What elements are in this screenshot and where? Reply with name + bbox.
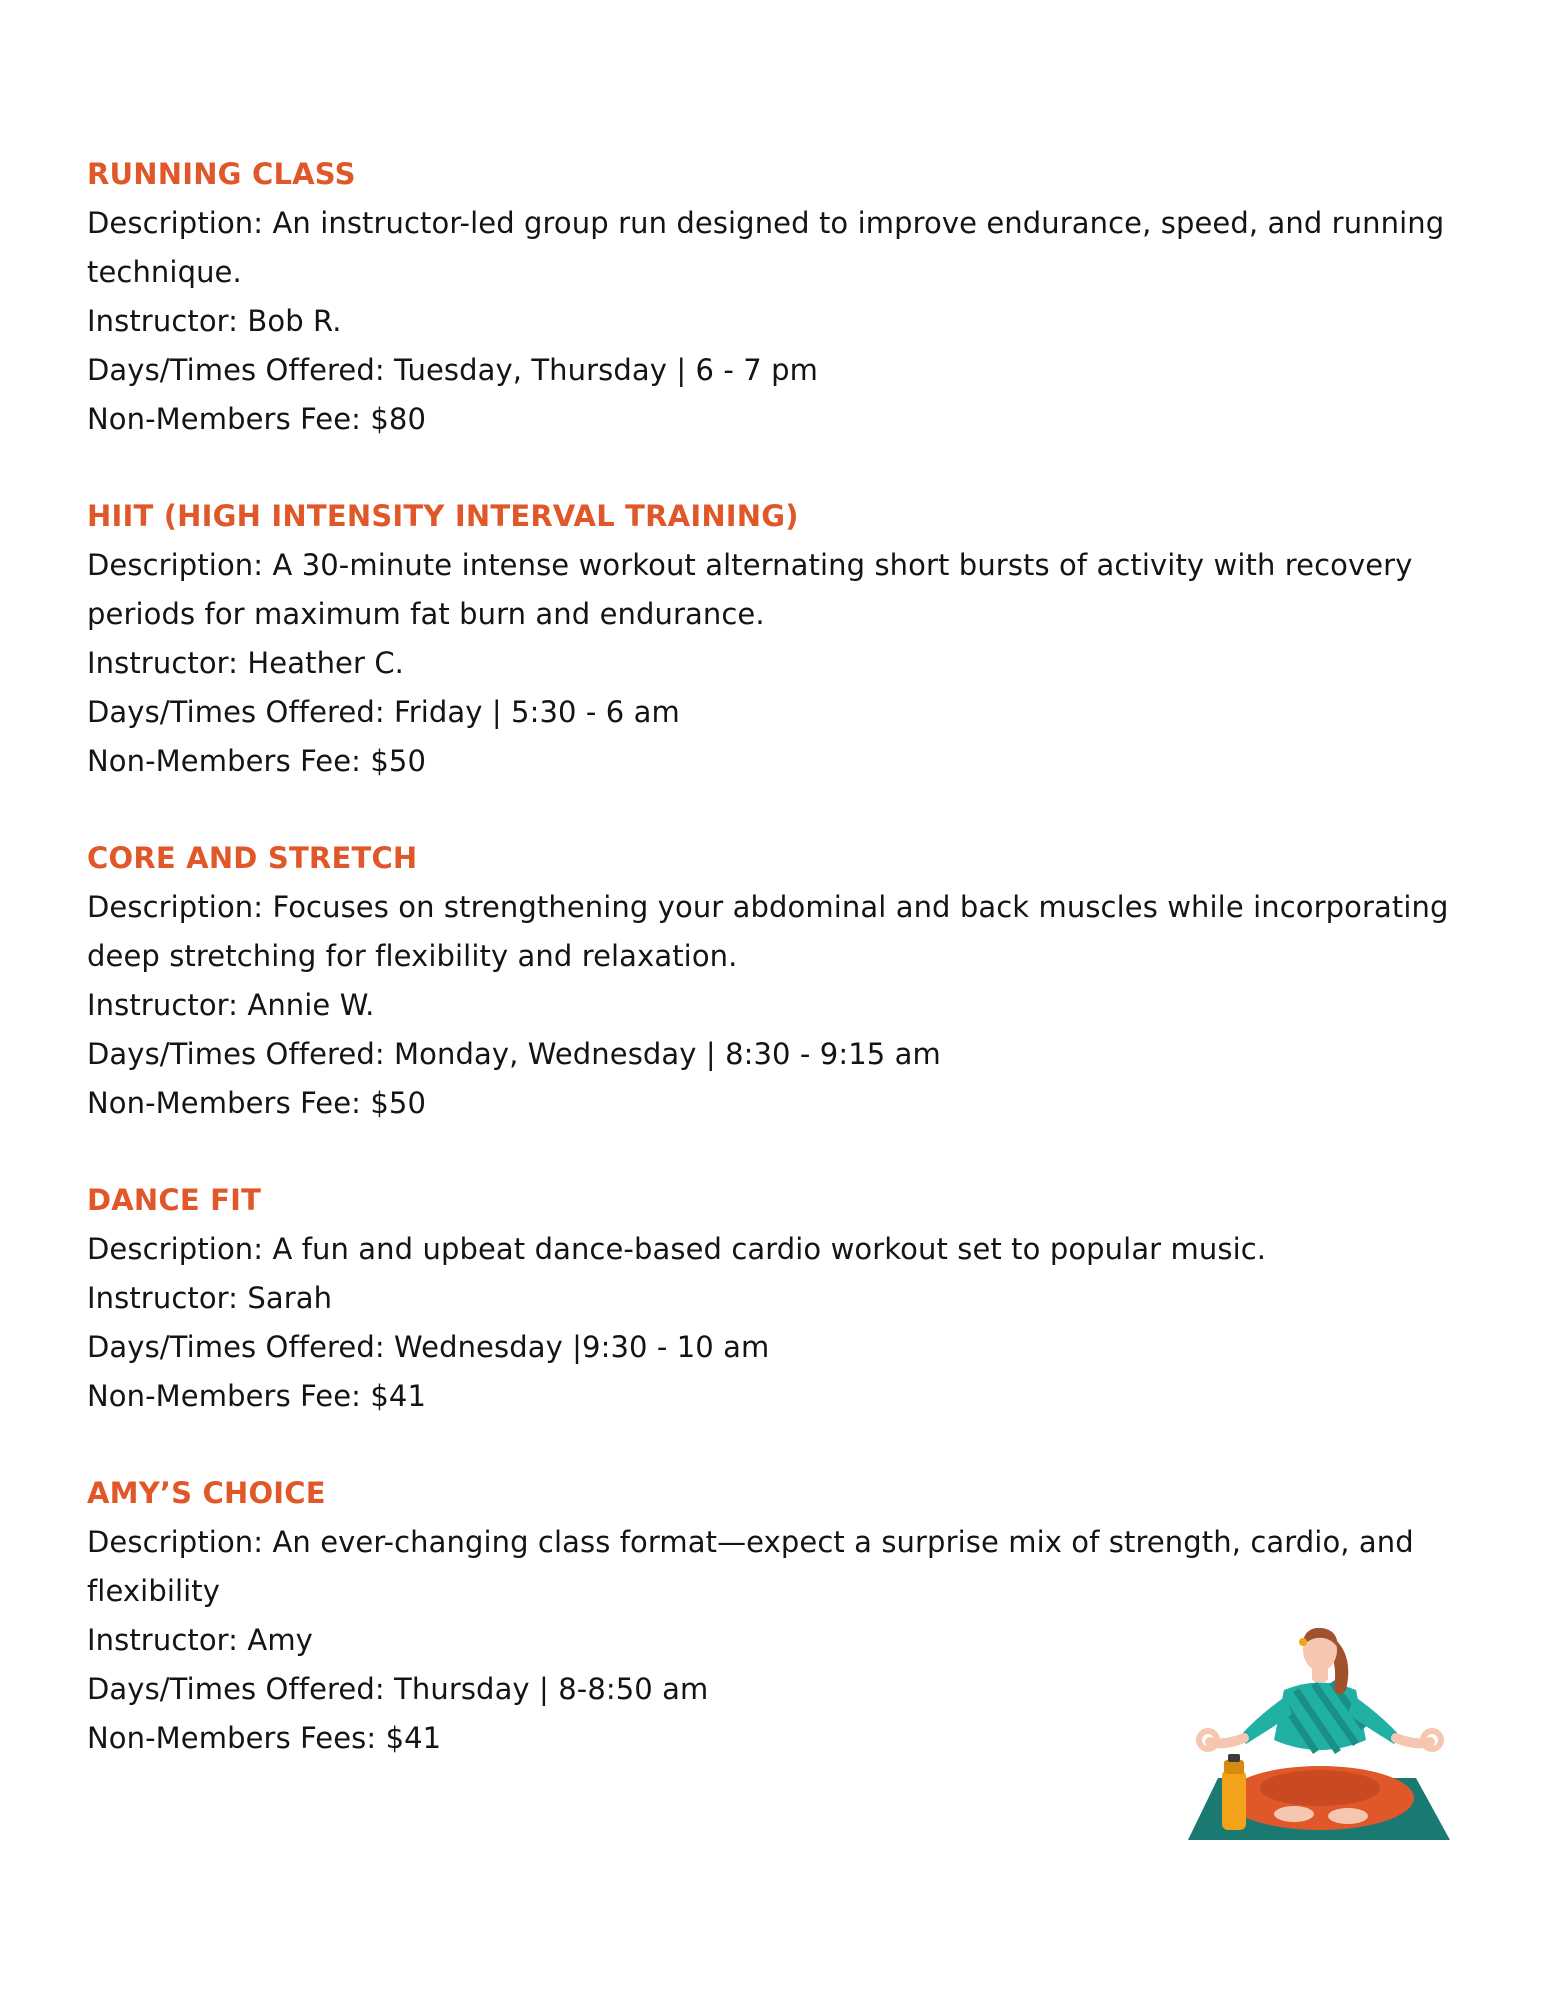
class-instructor: Instructor: Annie W.: [87, 988, 375, 1022]
class-description: Description: Focuses on strengthening your abdominal and back muscles while incorporating deep stretching for flexibility and relaxation.: [87, 890, 1449, 973]
class-instructor: Instructor: Amy: [87, 1623, 313, 1657]
meditating-woman-illustration: [1188, 1620, 1452, 1860]
class-instructor: Instructor: Bob R.: [87, 304, 342, 338]
class-schedule-line: Days/Times Offered: Tuesday, Thursday | 6 - 7 pm: [87, 353, 819, 387]
class-schedule-line: Days/Times Offered: Thursday | 8-8:50 am: [87, 1672, 709, 1706]
class-fee: Non-Members Fee: $50: [87, 1086, 427, 1120]
class-running: [87, 150, 1467, 444]
class-title: CORE AND STRETCH: [87, 841, 418, 875]
class-schedule-line: Days/Times Offered: Wednesday |9:30 - 10 am: [87, 1330, 770, 1364]
foot-right: [1328, 1808, 1368, 1824]
class-instructor: Instructor: Sarah: [87, 1281, 333, 1315]
class-schedule-line: Days/Times Offered: Monday, Wednesday | 8:30 - 9:15 am: [87, 1037, 941, 1071]
class-core-and-stretch: [87, 834, 1467, 1128]
class-fee: Non-Members Fee: $41: [87, 1379, 427, 1413]
class-hiit: [87, 492, 1467, 786]
class-schedule: [87, 150, 1467, 1811]
class-title: DANCE FIT: [87, 1183, 262, 1217]
class-fee: Non-Members Fee: $50: [87, 744, 427, 778]
class-fee: Non-Members Fee: $80: [87, 402, 427, 436]
class-description: Description: An ever-changing class format—expect a surprise mix of strength, cardio, and flexibility: [87, 1525, 1414, 1608]
foot-left: [1274, 1806, 1314, 1822]
class-schedule-line: Days/Times Offered: Friday | 5:30 - 6 am: [87, 695, 680, 729]
water-bottle-icon: [1222, 1770, 1246, 1830]
class-fee: Non-Members Fees: $41: [87, 1721, 442, 1755]
class-description: Description: A 30-minute intense workout alternating short bursts of activity with recovery periods for maximum fat burn and endurance.: [87, 548, 1413, 631]
class-instructor: Instructor: Heather C.: [87, 646, 404, 680]
class-title: RUNNING CLASS: [87, 157, 356, 191]
class-description: Description: An instructor-led group run designed to improve endurance, speed, and running technique.: [87, 206, 1445, 289]
class-description: Description: A fun and upbeat dance-based cardio workout set to popular music.: [87, 1232, 1267, 1266]
class-title: HIIT (HIGH INTENSITY INTERVAL TRAINING): [87, 499, 799, 533]
class-title: AMY’S CHOICE: [87, 1476, 326, 1510]
class-dance-fit: [87, 1176, 1467, 1421]
